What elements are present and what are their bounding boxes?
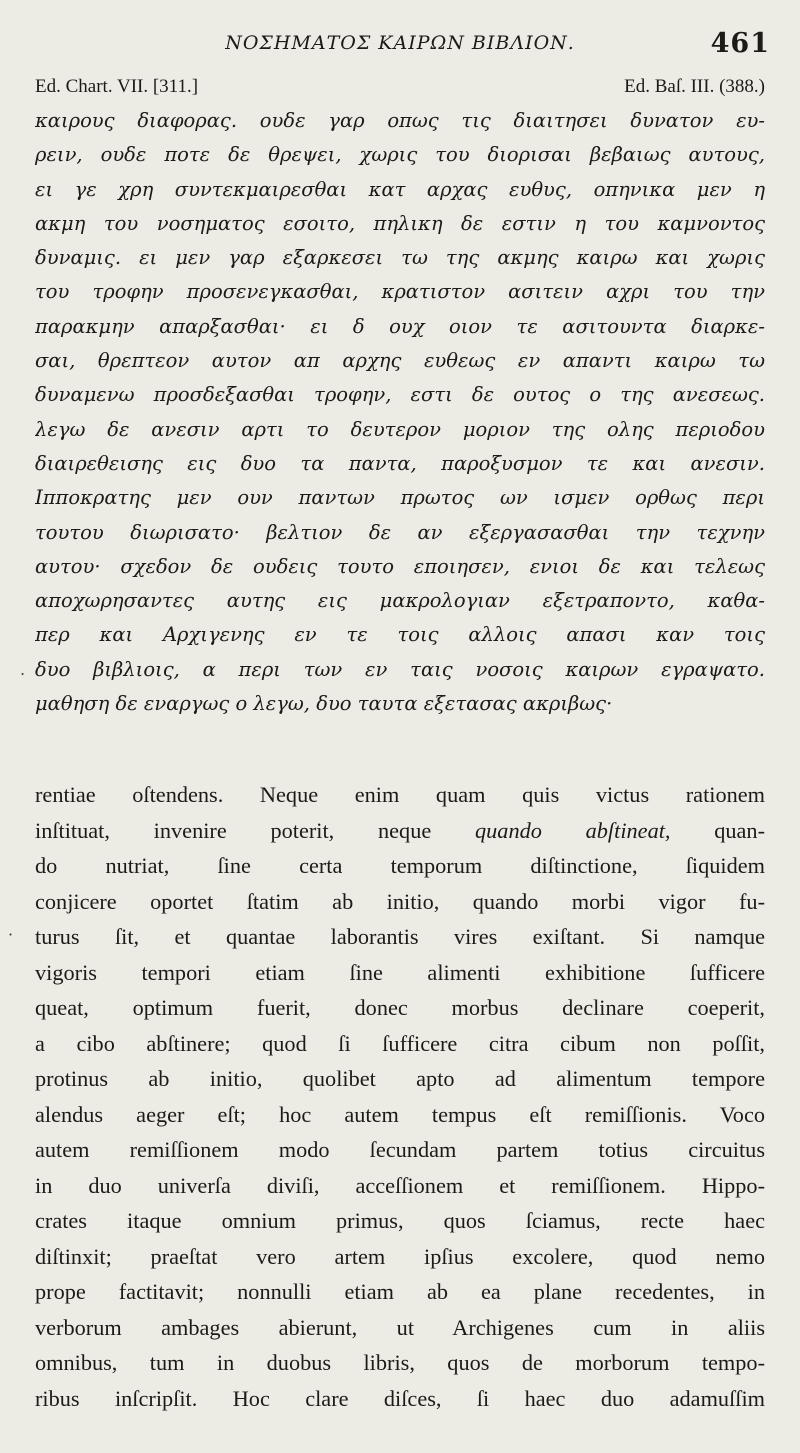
- latin-line: [35, 1061, 765, 1097]
- greek-line: του τροφην προσενεγκασθαι, κρατιστον ασιτειν αχρι του την: [35, 280, 765, 304]
- latin-line-text: autem remiſſionem modo ſecundam partem totius circuitus: [35, 1137, 765, 1162]
- greek-line: περ και Αρχιγενης εν τε τοις αλλοις απασι καν τοις: [35, 623, 765, 647]
- greek-line: Ιπποκρατης μεν ουν παντων πρωτος ων ισμεν ορθως περι: [35, 486, 765, 510]
- greek-line: αυτου· σχεδον δε ουδεις τουτο εποιησεν, ενιοι δε και τελεως: [35, 554, 765, 578]
- latin-line: [35, 1132, 765, 1168]
- greek-line: δυναμενω προσδεξασθαι τροφην, εστι δε ουτος ο της ανεσεως.: [35, 383, 765, 407]
- latin-line-text: rentiae oſtendens. Neque enim quam quis victus rationem: [35, 782, 765, 807]
- greek-line: καιρους διαφορας. ουδε γαρ οπως τις διαιτησει δυνατον ευ-: [35, 109, 765, 132]
- latin-line: [35, 848, 765, 884]
- edition-chartier: Ed. Chart. VII. [311.]: [35, 76, 199, 97]
- latin-line-text: protinus ab initio, quolibet apto ad alimentum tempore: [35, 1066, 765, 1091]
- greek-line: αποχωρησαντες αυτης εις μακρολογιαν εξετραποντο, καθα-: [35, 589, 765, 613]
- edition-line: [35, 76, 765, 102]
- latin-line-text-end: quan-: [670, 817, 765, 843]
- latin-line: [35, 777, 765, 813]
- page-number: 461: [710, 28, 770, 59]
- running-head: ΝΟΣΗΜΑΤΟΣ ΚΑΙΡΩΝ ΒΙΒΛΙΟΝ.: [225, 32, 575, 54]
- margin-dot: ·: [8, 925, 14, 944]
- latin-line: [35, 884, 765, 920]
- latin-line-text: omnibus, tum in duobus libris, quos de morborum tempo-: [35, 1350, 765, 1375]
- latin-line: [35, 919, 765, 955]
- latin-line: [35, 1239, 765, 1275]
- latin-line-italic: quando abſtineat,: [475, 817, 671, 843]
- greek-line: διαιρεθεισης εις δυο τα παντα, παροξυσμον τε και ανεσιν.: [35, 451, 765, 475]
- latin-line-text: prope factitavit; nonnulli etiam ab ea plane recedentes, in: [35, 1279, 765, 1304]
- greek-line: λεγω δε ανεσιν αρτι το δευτερον μοριον της ολης περιοδου: [35, 417, 765, 441]
- latin-text: [35, 777, 765, 1416]
- greek-line: ει γε χρη συντεκμαιρεσθαι κατ αρχας ευθυς, οπηνικα μεν η: [35, 177, 765, 201]
- latin-line-text: conjicere oportet ſtatim ab initio, quando morbi vigor fu-: [35, 888, 765, 914]
- latin-line: [35, 1026, 765, 1062]
- latin-line: [35, 813, 765, 849]
- latin-line-text: crates itaque omnium primus, quos ſciamus, recte haec: [35, 1208, 765, 1233]
- greek-line: παρακμην απαρξασθαι· ει δ ουχ οιον τε ασιτουντα διαρκε-: [35, 314, 765, 338]
- edition-basel: Ed. Baſ. III. (388.): [624, 76, 765, 97]
- greek-line: ρειν, ουδε ποτε δε θρεψει, χωρις του διορισαι βεβαιως αυτους,: [35, 143, 765, 167]
- greek-line: σαι, θρεπτεον αυτον απ αρχης ευθεως εν απαντι καιρω τω: [35, 349, 765, 373]
- latin-line: [35, 1345, 765, 1381]
- latin-line-text: a cibo abſtinere; quod ſi ſufficere citra cibum non poſſit,: [35, 1030, 765, 1056]
- greek-line: τουτου διωρισατο· βελτιον δε αν εξεργασασθαι την τεχνην: [35, 520, 765, 544]
- latin-line: [35, 1203, 765, 1239]
- greek-line: μαθηση δε εναργως ο λεγω, δυο ταυτα εξετασας ακριβως·: [35, 692, 613, 716]
- latin-line: [35, 1097, 765, 1133]
- latin-line-text: vigoris tempori etiam ſine alimenti exhibitione ſufficere: [35, 959, 765, 985]
- greek-text: [35, 104, 765, 721]
- latin-line-text: in duo univerſa diviſi, acceſſionem et remiſſionem. Hippo-: [35, 1172, 765, 1198]
- greek-line: δυο βιβλιοις, α περι των εν ταις νοσοις καιρων εγραψατο.: [35, 657, 765, 681]
- latin-line-text: do nutriat, ſine certa temporum diſtinctione, ſiquidem: [35, 853, 765, 878]
- latin-line-text: verborum ambages abierunt, ut Archigenes cum in aliis: [35, 1314, 765, 1340]
- latin-line: [35, 1310, 765, 1346]
- greek-line: ακμη του νοσηματος εσοιτο, πηλικη δε εστιν η του καμνοντος: [35, 211, 765, 235]
- greek-line: δυναμις. ει μεν γαρ εξαρκεσει τω της ακμης καιρω και χωρις: [35, 246, 765, 270]
- latin-line-text: diſtinxit; praeſtat vero artem ipſius excolere, quod nemo: [35, 1243, 765, 1269]
- latin-line: [35, 955, 765, 991]
- latin-line: [35, 990, 765, 1026]
- latin-line-text: alendus aeger eſt; hoc autem tempus eſt remiſſionis. Voco: [35, 1101, 765, 1127]
- latin-line: [35, 1381, 765, 1417]
- latin-line-text: ribus inſcripſit. Hoc clare diſces, ſi haec duo adamuſſim: [35, 1385, 765, 1411]
- latin-line: [35, 1168, 765, 1204]
- latin-line-text: turus ſit, et quantae laborantis vires exiſtant. Si namque: [35, 924, 765, 949]
- margin-dot: .: [20, 660, 26, 679]
- latin-line-text: queat, optimum fuerit, donec morbus declinare coeperit,: [35, 995, 765, 1020]
- latin-line: [35, 1274, 765, 1310]
- latin-line-text: inſtituat, invenire poterit, neque: [35, 817, 475, 843]
